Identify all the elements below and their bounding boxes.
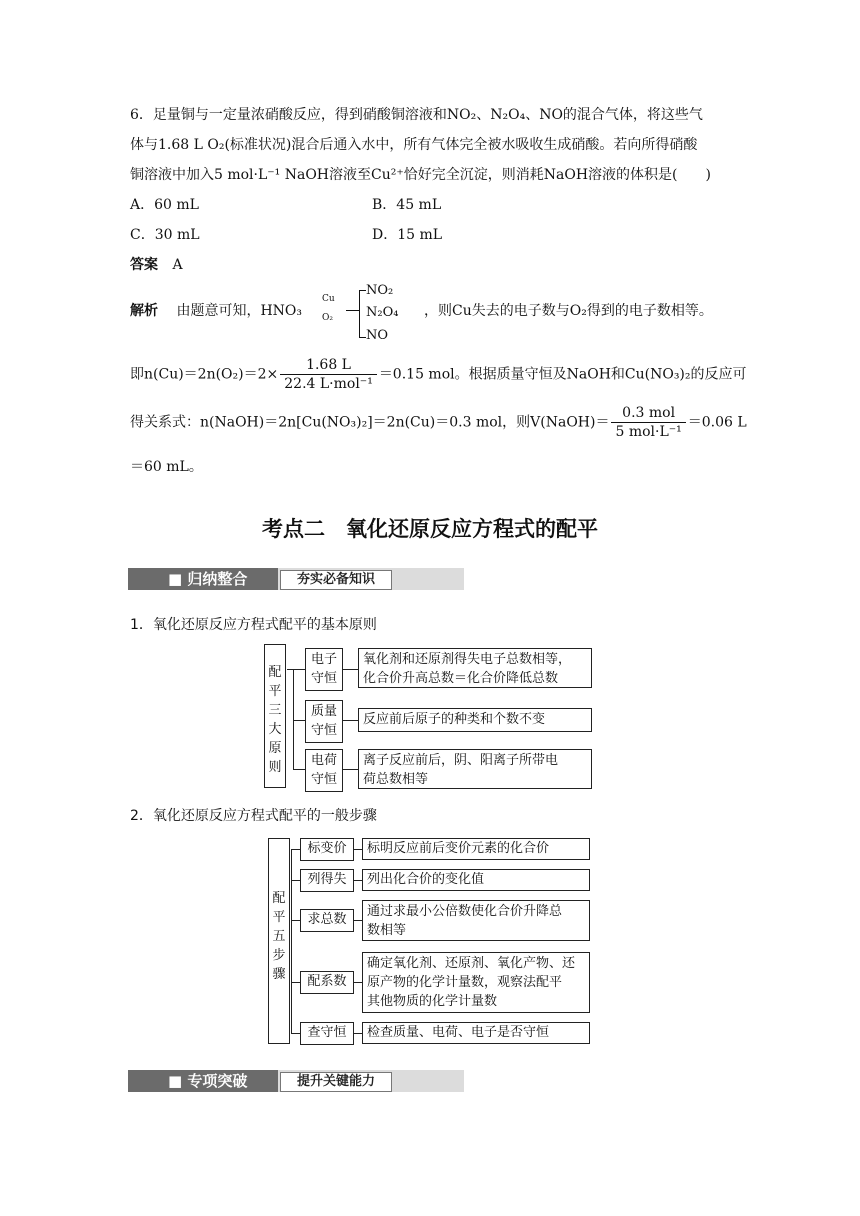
- eq1-pre: 即n(Cu)＝2n(O₂)＝2×: [130, 366, 279, 383]
- step-desc-coef: 确定氧化剂、还原剂、氧化产物、还 原产物的化学计量数，观察法配平 其他物质的化学计量数: [362, 952, 590, 1013]
- option-b: B．45 mL: [372, 197, 442, 213]
- banner-breakthrough-label: ■ 专项突破: [128, 1070, 278, 1092]
- eq2-post: ＝0.06 L: [687, 414, 747, 431]
- eq1-post: ＝0.15 mol。根据质量守恒及NaOH和Cu(NO₃)₂的反应可: [378, 366, 747, 383]
- option-c: C．30 mL: [130, 227, 200, 243]
- eq1-den: 22.4 L·mol⁻¹: [284, 376, 373, 392]
- banner-induction-label: ■ 归纳整合: [128, 568, 278, 590]
- step-desc-list: 列出化合价的变化值: [362, 869, 590, 891]
- equation-line-1: [130, 357, 747, 392]
- reaction-arrow: [346, 310, 360, 311]
- step-key-coef: 配系数: [300, 971, 354, 994]
- step-key-total: 求总数: [300, 909, 354, 932]
- equation-line-3: ＝60 mL。: [130, 459, 203, 475]
- arrow-top-label: Cu: [322, 294, 335, 304]
- q6-line-3: 铜溶液中加入5 mol·L⁻¹ NaOH溶液至Cu²⁺恰好完全沉淀，则消耗NaOH溶液的体积是( ): [130, 167, 711, 183]
- step-desc-mark: 标明反应前后变价元素的化合价: [362, 838, 590, 860]
- analysis-post: ，则Cu失去的电子数与O₂得到的电子数相等。: [424, 303, 713, 319]
- product-3: NO: [366, 328, 389, 343]
- principle-desc-mass: 反应前后原子的种类和个数不变: [358, 708, 592, 732]
- eq2-den: 5 mol·L⁻¹: [615, 424, 682, 440]
- eq1-num: 1.68 L: [280, 357, 377, 375]
- item-1-title: 1．氧化还原反应方程式配平的基本原则: [130, 617, 377, 633]
- equation-line-2: [130, 405, 747, 440]
- banner-induction-tag: 夯实必备知识: [280, 570, 392, 590]
- option-d: D．15 mL: [372, 227, 443, 243]
- analysis-label: 解析: [130, 303, 158, 319]
- eq2-pre: 得关系式：n(NaOH)＝2n[Cu(NO₃)₂]＝2n(Cu)＝0.3 mol，则V(NaOH)＝: [130, 414, 610, 431]
- product-1: NO₂: [366, 283, 394, 298]
- answer-label: 答案: [130, 257, 158, 273]
- analysis-pre: 由题意可知，HNO₃: [176, 303, 303, 319]
- step-key-list: 列得失: [300, 869, 354, 892]
- steps-root: 配 平 五 步 骤: [268, 838, 290, 1044]
- principles-root: 配 平 三 大 原 则: [264, 644, 286, 788]
- item-2-title: 2．氧化还原反应方程式配平的一般步骤: [130, 808, 377, 824]
- principle-key-charge: 电荷守恒: [305, 749, 343, 792]
- step-desc-check: 检查质量、电荷、电子是否守恒: [362, 1022, 590, 1044]
- q6-line-2: 体与1.68 L O₂(标准状况)混合后通入水中，所有气体完全被水吸收生成硝酸。若向所得硝酸: [130, 137, 698, 153]
- arrow-bottom-label: O₂: [322, 313, 333, 323]
- principle-desc-charge: 离子反应前后，阴、阳离子所带电 荷总数相等: [358, 749, 592, 789]
- section-title: 考点二 氧化还原反应方程式的配平: [262, 517, 598, 541]
- step-key-mark: 标变价: [300, 838, 354, 861]
- option-a: A．60 mL: [130, 197, 199, 213]
- banner-induction: [128, 568, 464, 590]
- banner-breakthrough-tag: 提升关键能力: [280, 1072, 392, 1092]
- step-desc-total: 通过求最小公倍数使化合价升降总 数相等: [362, 900, 590, 941]
- eq2-fraction: [611, 405, 685, 440]
- step-key-check: 查守恒: [300, 1022, 354, 1045]
- principle-key-electron: 电子守恒: [305, 648, 343, 691]
- answer-line: [130, 254, 183, 274]
- principle-key-mass: 质量守恒: [305, 700, 343, 743]
- answer-value: A: [172, 257, 183, 273]
- principle-desc-electron: 氧化剂和还原剂得失电子总数相等， 化合价升高总数＝化合价降低总数: [358, 648, 592, 688]
- analysis-line-1: [130, 300, 302, 320]
- eq2-num: 0.3 mol: [611, 405, 685, 423]
- q6-line-1: 6．足量铜与一定量浓硝酸反应，得到硝酸铜溶液和NO₂、N₂O₄、NO的混合气体，将这些气: [130, 107, 703, 123]
- banner-breakthrough: [128, 1070, 464, 1092]
- eq1-fraction: [280, 357, 377, 392]
- product-brace: [359, 290, 366, 338]
- product-2: N₂O₄: [366, 305, 399, 320]
